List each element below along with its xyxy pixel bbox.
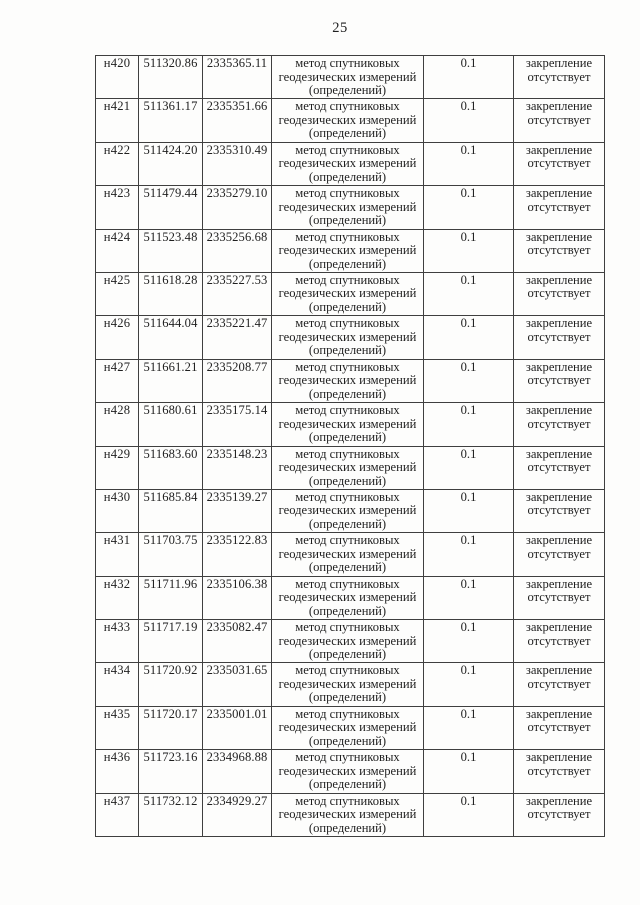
x-coordinate-cell: 511683.60: [139, 446, 203, 489]
method-cell: [272, 706, 424, 749]
marking-line-1: закрепление: [525, 663, 593, 678]
method-cell: [272, 316, 424, 359]
x-coordinate-cell: 511703.75: [139, 533, 203, 576]
method-cell: [272, 489, 424, 532]
x-coordinate-cell: 511661.21: [139, 359, 203, 402]
x-coordinate-cell: 511644.04: [139, 316, 203, 359]
marking-cell: [514, 446, 605, 489]
method-line-1: метод спутниковых: [295, 142, 400, 157]
method-line-2: геодезических измерений: [278, 807, 417, 822]
marking-line-1: закрепление: [525, 793, 593, 808]
method-line-3: (определений): [308, 343, 387, 358]
method-line-3: (определений): [308, 83, 387, 97]
marking-line-2: отсутствует: [527, 460, 591, 475]
method-line-3: (определений): [308, 647, 387, 662]
y-coordinate-cell: 2335365.11: [203, 56, 272, 99]
y-coordinate-cell: 2335175.14: [203, 403, 272, 446]
marking-cell: [514, 142, 605, 185]
marking-line-2: отсутствует: [527, 286, 591, 301]
marking-line-1: закрепление: [525, 316, 593, 331]
precision-cell: 0.1: [424, 706, 514, 749]
x-coordinate-cell: 511711.96: [139, 576, 203, 619]
marking-line-1: закрепление: [525, 142, 593, 157]
method-line-2: геодезических измерений: [278, 676, 417, 691]
x-coordinate-cell: 511523.48: [139, 229, 203, 272]
marking-line-2: отсутствует: [527, 503, 591, 518]
table-row: [96, 186, 605, 229]
method-line-2: геодезических измерений: [278, 286, 417, 301]
method-line-2: геодезических измерений: [278, 546, 417, 561]
table-row: [96, 576, 605, 619]
y-coordinate-cell: 2335139.27: [203, 489, 272, 532]
coordinates-table: [95, 55, 605, 837]
precision-cell: 0.1: [424, 272, 514, 315]
method-line-2: геодезических измерений: [278, 156, 417, 171]
marking-line-1: закрепление: [525, 750, 593, 765]
marking-line-1: закрепление: [525, 403, 593, 418]
marking-line-2: отсутствует: [527, 720, 591, 735]
table-row: [96, 359, 605, 402]
point-number-cell: н432: [96, 576, 139, 619]
point-number-cell: н422: [96, 142, 139, 185]
table-row: [96, 403, 605, 446]
method-line-3: (определений): [308, 516, 387, 531]
table-row: [96, 793, 605, 836]
marking-line-1: закрепление: [525, 56, 593, 70]
marking-line-1: закрепление: [525, 533, 593, 548]
x-coordinate-cell: 511717.19: [139, 620, 203, 663]
method-line-2: геодезических измерений: [278, 373, 417, 388]
method-line-3: (определений): [308, 169, 387, 184]
table-row: [96, 446, 605, 489]
x-coordinate-cell: 511685.84: [139, 489, 203, 532]
method-line-1: метод спутниковых: [295, 706, 400, 721]
method-line-3: (определений): [308, 733, 387, 748]
precision-cell: 0.1: [424, 229, 514, 272]
method-line-3: (определений): [308, 256, 387, 271]
marking-line-1: закрепление: [525, 229, 593, 244]
marking-line-2: отсутствует: [527, 156, 591, 171]
method-line-1: метод спутниковых: [295, 620, 400, 635]
table-row: [96, 99, 605, 142]
precision-cell: 0.1: [424, 359, 514, 402]
y-coordinate-cell: 2335122.83: [203, 533, 272, 576]
method-line-3: (определений): [308, 386, 387, 401]
precision-cell: 0.1: [424, 793, 514, 836]
method-cell: [272, 533, 424, 576]
y-coordinate-cell: 2334929.27: [203, 793, 272, 836]
point-number-cell: н430: [96, 489, 139, 532]
method-cell: [272, 186, 424, 229]
marking-line-1: закрепление: [525, 186, 593, 201]
x-coordinate-cell: 511479.44: [139, 186, 203, 229]
method-line-1: метод спутниковых: [295, 750, 400, 765]
x-coordinate-cell: 511680.61: [139, 403, 203, 446]
marking-line-2: отсутствует: [527, 633, 591, 648]
y-coordinate-cell: 2335082.47: [203, 620, 272, 663]
x-coordinate-cell: 511732.12: [139, 793, 203, 836]
method-line-3: (определений): [308, 430, 387, 445]
marking-line-1: закрепление: [525, 706, 593, 721]
marking-line-2: отсутствует: [527, 243, 591, 258]
precision-cell: 0.1: [424, 403, 514, 446]
marking-line-2: отсутствует: [527, 199, 591, 214]
method-cell: [272, 663, 424, 706]
method-line-1: метод спутниковых: [295, 56, 400, 70]
marking-cell: [514, 533, 605, 576]
method-line-1: метод спутниковых: [295, 316, 400, 331]
precision-cell: 0.1: [424, 489, 514, 532]
method-line-1: метод спутниковых: [295, 576, 400, 591]
point-number-cell: н423: [96, 186, 139, 229]
method-line-3: (определений): [308, 473, 387, 488]
method-cell: [272, 142, 424, 185]
precision-cell: 0.1: [424, 750, 514, 793]
point-number-cell: н426: [96, 316, 139, 359]
marking-line-2: отсутствует: [527, 807, 591, 822]
method-line-1: метод спутниковых: [295, 489, 400, 504]
method-line-2: геодезических измерений: [278, 590, 417, 605]
marking-cell: [514, 99, 605, 142]
y-coordinate-cell: 2335310.49: [203, 142, 272, 185]
marking-line-1: закрепление: [525, 359, 593, 374]
marking-cell: [514, 620, 605, 663]
precision-cell: 0.1: [424, 56, 514, 99]
table-row: [96, 706, 605, 749]
marking-cell: [514, 793, 605, 836]
method-cell: [272, 272, 424, 315]
precision-cell: 0.1: [424, 186, 514, 229]
y-coordinate-cell: 2335227.53: [203, 272, 272, 315]
precision-cell: 0.1: [424, 620, 514, 663]
method-line-1: метод спутниковых: [295, 99, 400, 114]
table-row: [96, 489, 605, 532]
marking-line-2: отсутствует: [527, 416, 591, 431]
method-cell: [272, 446, 424, 489]
marking-cell: [514, 663, 605, 706]
point-number-cell: н434: [96, 663, 139, 706]
point-number-cell: н429: [96, 446, 139, 489]
marking-line-2: отсутствует: [527, 676, 591, 691]
table-row: [96, 229, 605, 272]
marking-line-2: отсутствует: [527, 763, 591, 778]
precision-cell: 0.1: [424, 533, 514, 576]
marking-line-1: закрепление: [525, 620, 593, 635]
marking-cell: [514, 186, 605, 229]
marking-cell: [514, 706, 605, 749]
method-line-2: геодезических измерений: [278, 112, 417, 127]
precision-cell: 0.1: [424, 316, 514, 359]
method-line-1: метод спутниковых: [295, 229, 400, 244]
marking-line-2: отсутствует: [527, 329, 591, 344]
method-cell: [272, 620, 424, 663]
marking-line-2: отсутствует: [527, 69, 591, 84]
method-line-2: геодезических измерений: [278, 503, 417, 518]
point-number-cell: н420: [96, 56, 139, 99]
method-cell: [272, 99, 424, 142]
x-coordinate-cell: 511320.86: [139, 56, 203, 99]
precision-cell: 0.1: [424, 446, 514, 489]
x-coordinate-cell: 511618.28: [139, 272, 203, 315]
table-row: [96, 750, 605, 793]
marking-cell: [514, 316, 605, 359]
method-line-1: метод спутниковых: [295, 533, 400, 548]
point-number-cell: н433: [96, 620, 139, 663]
marking-line-1: закрепление: [525, 489, 593, 504]
method-line-3: (определений): [308, 126, 387, 141]
x-coordinate-cell: 511720.17: [139, 706, 203, 749]
marking-cell: [514, 56, 605, 99]
method-line-1: метод спутниковых: [295, 446, 400, 461]
method-line-1: метод спутниковых: [295, 272, 400, 287]
y-coordinate-cell: 2334968.88: [203, 750, 272, 793]
marking-line-1: закрепление: [525, 446, 593, 461]
marking-cell: [514, 750, 605, 793]
method-line-2: геодезических измерений: [278, 199, 417, 214]
precision-cell: 0.1: [424, 99, 514, 142]
table-row: [96, 142, 605, 185]
table-row: [96, 56, 605, 99]
method-cell: [272, 56, 424, 99]
point-number-cell: н435: [96, 706, 139, 749]
method-line-1: метод спутниковых: [295, 403, 400, 418]
point-number-cell: н437: [96, 793, 139, 836]
method-line-3: (определений): [308, 777, 387, 792]
table-row: [96, 316, 605, 359]
y-coordinate-cell: 2335208.77: [203, 359, 272, 402]
table-row: [96, 663, 605, 706]
point-number-cell: н421: [96, 99, 139, 142]
method-line-2: геодезических измерений: [278, 243, 417, 258]
y-coordinate-cell: 2335256.68: [203, 229, 272, 272]
precision-cell: 0.1: [424, 663, 514, 706]
method-line-2: геодезических измерений: [278, 460, 417, 475]
x-coordinate-cell: 511424.20: [139, 142, 203, 185]
table-row: [96, 620, 605, 663]
marking-line-2: отсутствует: [527, 590, 591, 605]
y-coordinate-cell: 2335001.01: [203, 706, 272, 749]
method-cell: [272, 359, 424, 402]
method-line-2: геодезических измерений: [278, 329, 417, 344]
method-line-1: метод спутниковых: [295, 663, 400, 678]
y-coordinate-cell: 2335351.66: [203, 99, 272, 142]
method-line-2: геодезических измерений: [278, 633, 417, 648]
method-cell: [272, 403, 424, 446]
method-line-3: (определений): [308, 560, 387, 575]
method-line-1: метод спутниковых: [295, 186, 400, 201]
method-cell: [272, 229, 424, 272]
marking-cell: [514, 272, 605, 315]
y-coordinate-cell: 2335148.23: [203, 446, 272, 489]
point-number-cell: н428: [96, 403, 139, 446]
method-cell: [272, 793, 424, 836]
marking-line-1: закрепление: [525, 272, 593, 287]
method-line-2: геодезических измерений: [278, 69, 417, 84]
point-number-cell: н425: [96, 272, 139, 315]
marking-line-1: закрепление: [525, 99, 593, 114]
marking-cell: [514, 489, 605, 532]
point-number-cell: н436: [96, 750, 139, 793]
method-cell: [272, 750, 424, 793]
table-row: [96, 272, 605, 315]
method-line-2: геодезических измерений: [278, 416, 417, 431]
marking-line-1: закрепление: [525, 576, 593, 591]
y-coordinate-cell: 2335221.47: [203, 316, 272, 359]
method-line-3: (определений): [308, 603, 387, 618]
method-line-3: (определений): [308, 299, 387, 314]
method-line-1: метод спутниковых: [295, 359, 400, 374]
x-coordinate-cell: 511723.16: [139, 750, 203, 793]
table-row: [96, 533, 605, 576]
point-number-cell: н424: [96, 229, 139, 272]
method-line-2: геодезических измерений: [278, 763, 417, 778]
x-coordinate-cell: 511361.17: [139, 99, 203, 142]
precision-cell: 0.1: [424, 142, 514, 185]
point-number-cell: н427: [96, 359, 139, 402]
coordinates-table-body: [96, 56, 605, 837]
precision-cell: 0.1: [424, 576, 514, 619]
marking-line-2: отсутствует: [527, 373, 591, 388]
y-coordinate-cell: 2335279.10: [203, 186, 272, 229]
method-cell: [272, 576, 424, 619]
point-number-cell: н431: [96, 533, 139, 576]
x-coordinate-cell: 511720.92: [139, 663, 203, 706]
marking-cell: [514, 403, 605, 446]
marking-cell: [514, 229, 605, 272]
marking-cell: [514, 576, 605, 619]
method-line-2: геодезических измерений: [278, 720, 417, 735]
method-line-3: (определений): [308, 690, 387, 705]
method-line-1: метод спутниковых: [295, 793, 400, 808]
y-coordinate-cell: 2335031.65: [203, 663, 272, 706]
y-coordinate-cell: 2335106.38: [203, 576, 272, 619]
page-number: 25: [332, 20, 348, 36]
marking-line-2: отсутствует: [527, 546, 591, 561]
marking-cell: [514, 359, 605, 402]
method-line-3: (определений): [308, 213, 387, 228]
method-line-3: (определений): [308, 820, 387, 835]
marking-line-2: отсутствует: [527, 112, 591, 127]
